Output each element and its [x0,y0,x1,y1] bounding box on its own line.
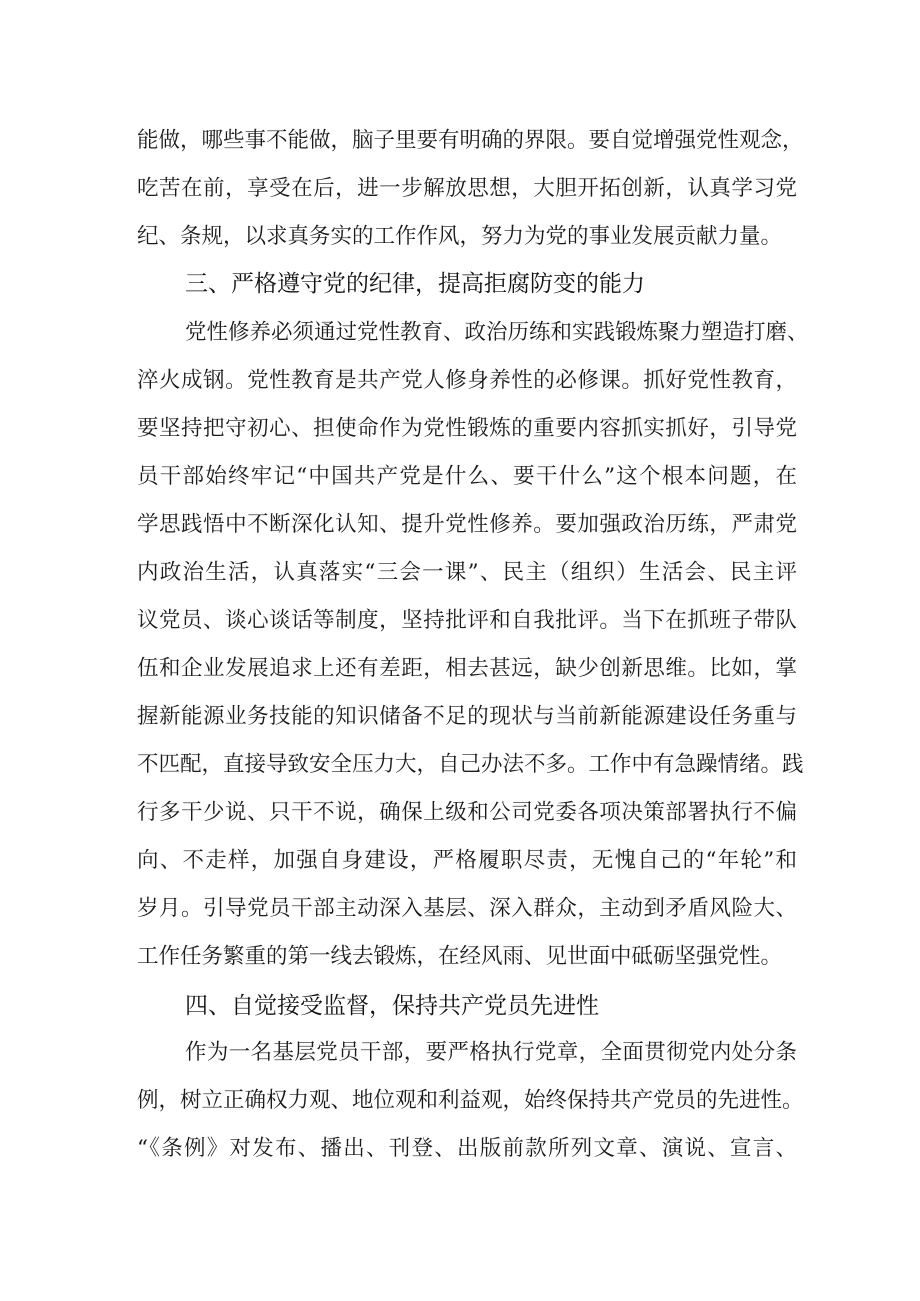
body-line: 内政治生活，认真落实“三会一课”、民主（组织）生活会、民主评 [137,560,797,585]
paragraph-first-line: 党性修养必须通过党性教育、政治历练和实践锻炼聚力塑造打磨、 [185,320,809,345]
section-heading-4: 四、自觉接受监督，保持共产党员先进性 [185,993,599,1019]
body-line: 淬火成钢。党性教育是共产党人修身养性的必修课。抓好党性教育， [137,368,797,393]
body-line: 岁月。引导党员干部主动深入基层、深入群众，主动到矛盾风险大、 [137,896,797,921]
body-line: 员干部始终牢记“中国共产党是什么、要干什么”这个根本问题，在 [137,464,797,489]
body-line: 向、不走样，加强自身建设，严格履职尽责，无愧自己的“年轮”和 [137,848,797,873]
paragraph-first-line: 作为一名基层党员干部，要严格执行党章，全面贯彻党内处分条 [185,1040,797,1065]
body-line: “《条例》对发布、播出、刊登、出版前款所列文章、演说、宣言、 [137,1136,797,1161]
body-line: 议党员、谈心谈话等制度，坚持批评和自我批评。当下在抓班子带队 [137,608,797,633]
section-heading-3: 三、严格遵守党的纪律，提高拒腐防变的能力 [185,271,645,297]
body-line: 例，树立正确权力观、地位观和利益观，始终保持共产党员的先进性。 [137,1088,804,1113]
body-line: 吃苦在前，享受在后，进一步解放思想，大胆开拓创新，认真学习党 [137,176,797,201]
body-line: 不匹配，直接导致安全压力大，自己办法不多。工作中有急躁情绪。践 [137,752,804,777]
body-line: 能做，哪些事不能做，脑子里要有明确的界限。要自觉增强党性观念， [137,128,804,153]
body-line: 工作任务繁重的第一线去锻炼，在经风雨、见世面中砥砺坚强党性。 [137,944,783,969]
body-line: 要坚持把守初心、担使命作为党性锻炼的重要内容抓实抓好，引导党 [137,416,797,441]
body-line: 握新能源业务技能的知识储备不足的现状与当前新能源建设任务重与 [137,704,797,729]
body-line: 伍和企业发展追求上还有差距，相去甚远，缺少创新思维。比如，掌 [137,656,797,681]
body-line: 纪、条规，以求真务实的工作作风，努力为党的事业发展贡献力量。 [137,224,783,249]
body-line: 学思践悟中不断深化认知、提升党性修养。要加强政治历练，严肃党 [137,512,797,537]
body-line: 行多干少说、只干不说，确保上级和公司党委各项决策部署执行不偏 [137,800,797,825]
